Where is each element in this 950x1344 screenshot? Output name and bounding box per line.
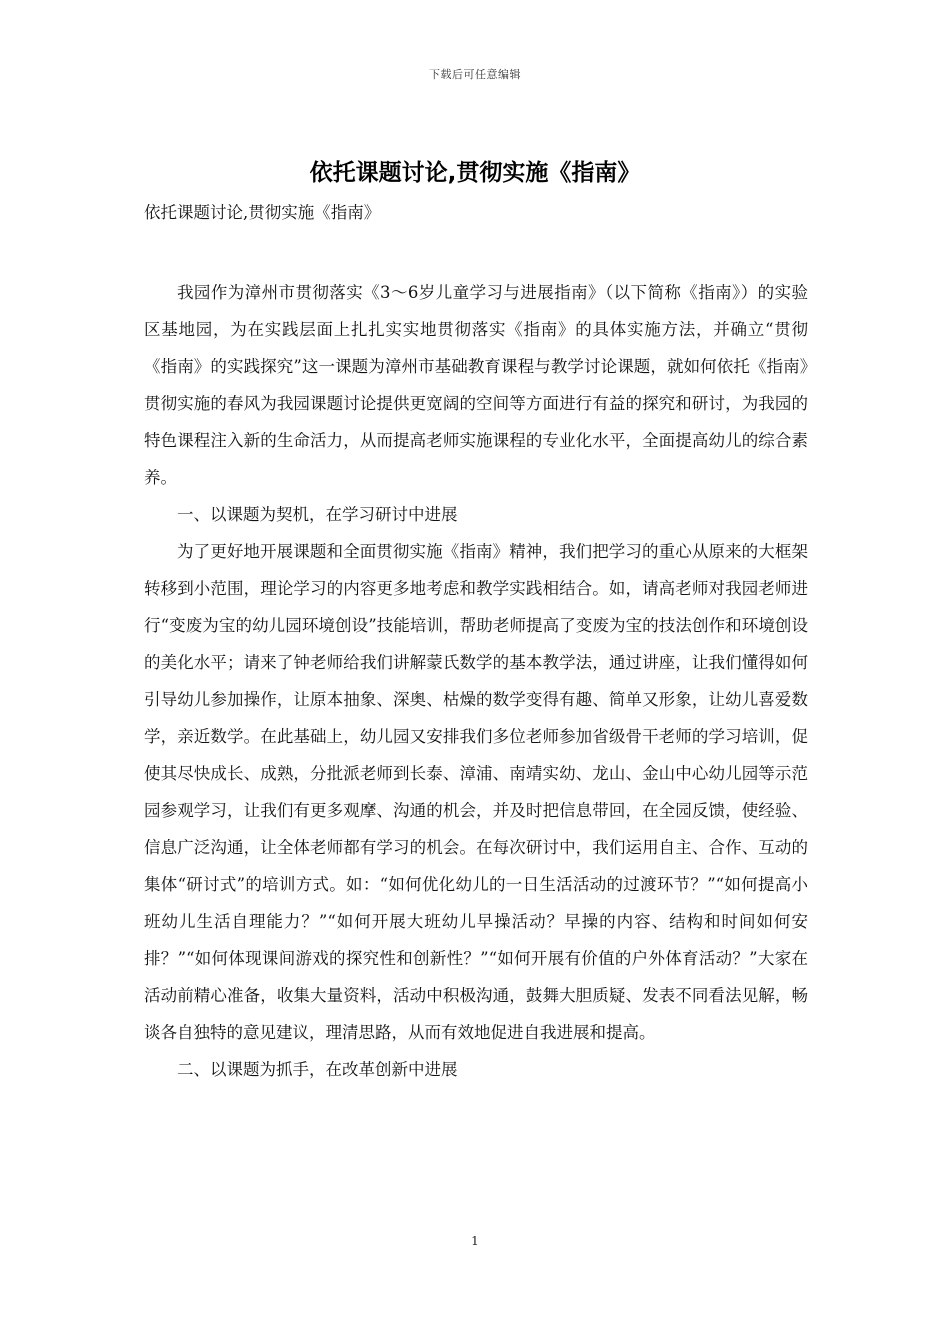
document-subtitle: 依托课题讨论,贯彻实施《指南》 [144,203,381,222]
paragraph-intro: 我园作为漳州市贯彻落实《3～6岁儿童学习与进展指南》（以下简称《指南》）的实验区基地园，为在实践层面上扎扎实实地贯彻落实《指南》的具体实施方法，并确立“贯彻《指南》的实践探究”这一课题为漳州市基础教育课程与教学讨论课题，就如何依托《指南》贯彻实施的春风为我园课题讨论提供更宽阔的空间等方面进行有益的探究和研讨，为我园的特色课程注入新的生命活力，从而提高老师实施课程的专业化水平，全面提高幼儿的综合素养。 [144,283,808,487]
document-body [144,274,808,1088]
page-header: 下载后可任意编辑 [429,68,521,81]
paragraph-section-1: 为了更好地开展课题和全面贯彻实施《指南》精神，我们把学习的重心从原来的大框架转移到小范围，理论学习的内容更多地考虑和教学实践相结合。如，请高老师对我园老师进行“变废为宝的幼儿园环境创设”技能培训，帮助老师提高了变废为宝的技法创作和环境创设的美化水平；请来了钟老师给我们讲解蒙氏数学的基本教学法，通过讲座，让我们懂得如何引导幼儿参加操作，让原本抽象、深奥、枯燥的数学变得有趣、简单又形象，让幼儿喜爱数学，亲近数学。在此基础上，幼儿园又安排我们多位老师参加省级骨干老师的学习培训，促使其尽快成长、成熟，分批派老师到长泰、漳浦、南靖实幼、龙山、金山中心幼儿园等示范园参观学习，让我们有更多观摩、沟通的机会，并及时把信息带回，在全园反馈，使经验、信息广泛沟通，让全体老师都有学习的机会。在每次研讨中，我们运用自主、合作、互动的集体“研讨式”的培训方式。如：“如何优化幼儿的一日生活活动的过渡环节？”“如何提高小班幼儿生活自理能力？”“如何开展大班幼儿早操活动？早操的内容、结构和时间如何安排？”“如何体现课间游戏的探究性和创新性？”“如何开展有价值的户外体育活动？”大家在活动前精心准备，收集大量资料，活动中积极沟通，鼓舞大胆质疑、发表不同看法见解，畅谈各自独特的意见建议，理清思路，从而有效地促进自我进展和提高。 [144,542,808,1042]
document-title: 依托课题讨论,贯彻实施《指南》 [309,160,641,186]
section-heading-2: 二、以课题为抓手，在改革创新中进展 [177,1060,458,1079]
section-heading-1: 一、以课题为契机，在学习研讨中进展 [177,505,458,524]
page-number: 1 [471,1234,479,1248]
